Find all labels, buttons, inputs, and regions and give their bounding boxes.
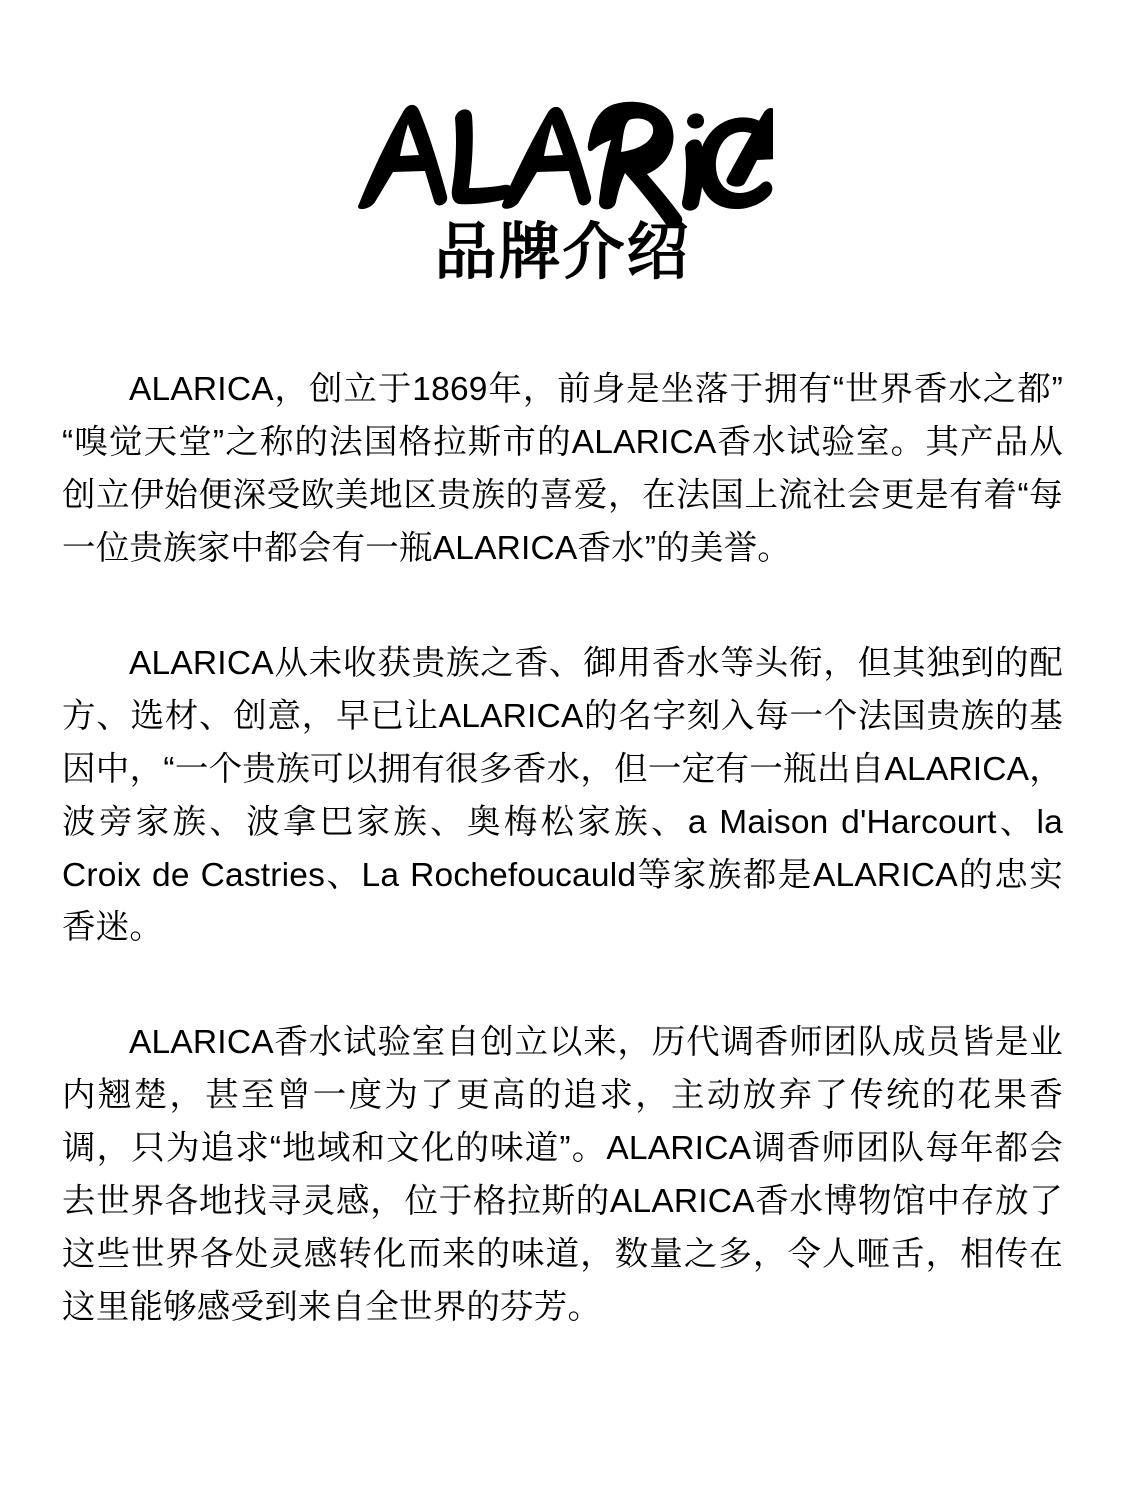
brand-description [52,364,1073,1335]
paragraph-3: ALARICA香水试验室自创立以来，历代调香师团队成员皆是业内翘楚，甚至曾一度为了更高的追求，主动放弃了传统的花果香调，只为追求“地域和文化的味道”。ALARICA调香师团队每年都会去世界各地找寻灵感，位于格拉斯的ALARICA香水博物馆中存放了这些世界各处灵感转化而来的味道，数量之多，令人咂舌，相传在这里能够感受到来自全世界的芬芳。 [62,1024,1063,1327]
page-title: 品牌介绍 [434,215,691,288]
brand-logo [52,0,1073,180]
alarica-wordmark-icon [353,96,773,231]
paragraph-2: ALARICA从未收获贵族之香、御用香水等头衔，但其独到的配方、选材、创意，早已让ALARICA的名字刻入每一个法国贵族的基因中，“一个贵族可以拥有很多香水，但一定有一瓶出自ALARICA，波旁家族、波拿巴家族、奥梅松家族、a Maison d'Harcourt、la Croix de Castries、La Rochefoucauld等家族都是ALARICA的忠实香迷。 [62,644,1063,947]
paragraph-1: ALARICA，创立于1869年，前身是坐落于拥有“世界香水之都”“嗅觉天堂”之称的法国格拉斯市的ALARICA香水试验室。其产品从创立伊始便深受欧美地区贵族的喜爱，在法国上流社会更是有着“每一位贵族家中都会有一瓶ALARICA香水”的美誉。 [62,371,1063,567]
